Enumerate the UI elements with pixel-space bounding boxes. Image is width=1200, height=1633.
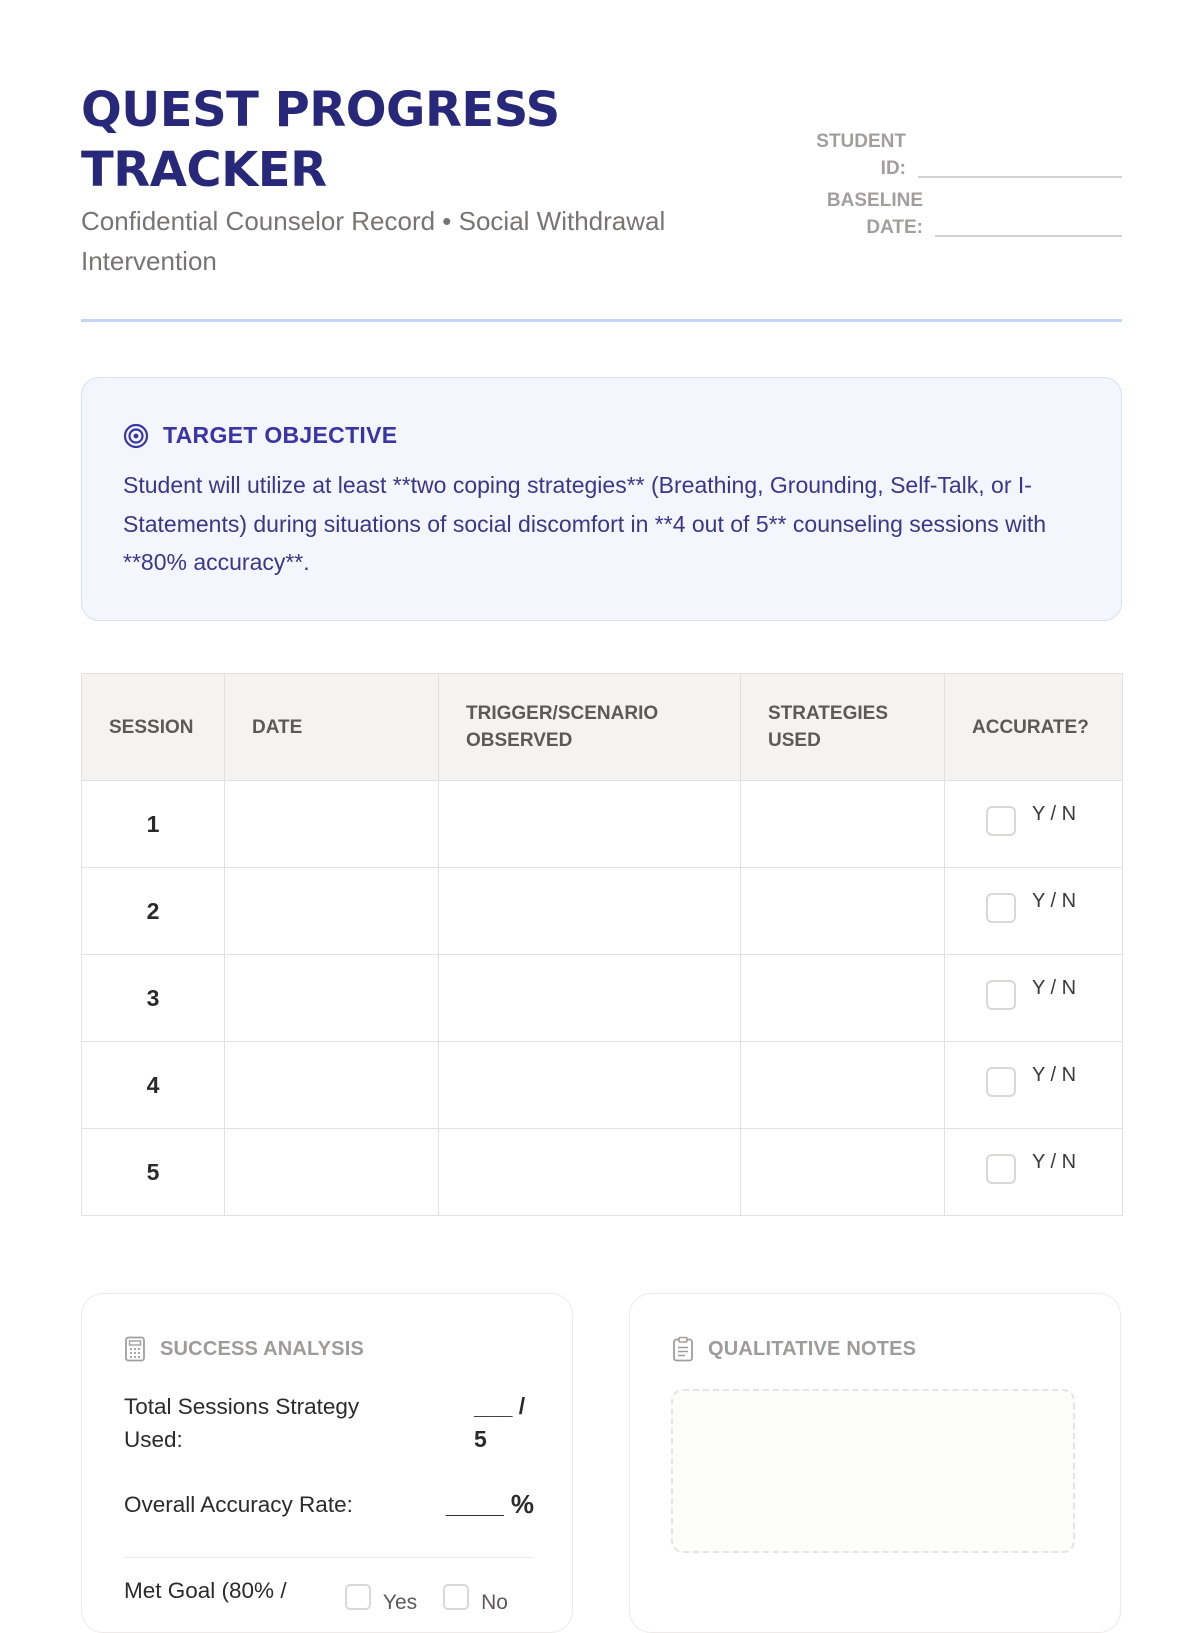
trigger-cell[interactable] xyxy=(439,1129,741,1216)
qualitative-notes-title: QUALITATIVE NOTES xyxy=(708,1337,917,1360)
header-divider xyxy=(81,319,1122,322)
strategies-cell[interactable] xyxy=(741,1042,945,1129)
trigger-cell[interactable] xyxy=(439,868,741,955)
accuracy-rate-stat xyxy=(124,1488,534,1521)
session-number: 3 xyxy=(82,955,225,1042)
page-subtitle: Confidential Counselor Record • Social Withdrawal Intervention xyxy=(81,206,666,276)
no-checkbox[interactable] xyxy=(443,1584,469,1610)
session-number: 5 xyxy=(82,1129,225,1216)
table-row xyxy=(82,1042,1123,1129)
objective-title: TARGET OBJECTIVE xyxy=(163,422,398,448)
calculator-icon xyxy=(124,1336,146,1362)
success-analysis-card xyxy=(81,1293,573,1633)
col-accurate: ACCURATE? xyxy=(945,674,1123,781)
met-goal-no[interactable] xyxy=(443,1574,508,1619)
objective-header xyxy=(123,422,397,449)
strategies-cell[interactable] xyxy=(741,781,945,868)
table-row xyxy=(82,868,1123,955)
date-cell[interactable] xyxy=(225,868,439,955)
qualitative-notes-header xyxy=(672,1336,916,1362)
strategies-cell[interactable] xyxy=(741,955,945,1042)
strategies-cell[interactable] xyxy=(741,868,945,955)
accurate-checkbox[interactable] xyxy=(986,1067,1016,1097)
clipboard-icon xyxy=(672,1336,694,1362)
yn-label: Y / N xyxy=(1032,889,1077,912)
table-row xyxy=(82,955,1123,1042)
baseline-date-row xyxy=(792,181,1122,241)
date-cell[interactable] xyxy=(225,781,439,868)
met-goal-label: Met Goal (80% / xyxy=(124,1578,287,1603)
accurate-checkbox[interactable] xyxy=(986,1154,1016,1184)
qualitative-notes-card xyxy=(629,1293,1121,1633)
accurate-cell xyxy=(945,955,1123,1042)
total-sessions-value[interactable]: ___ / 5 xyxy=(474,1393,526,1452)
accurate-cell xyxy=(945,868,1123,955)
yn-label: Y / N xyxy=(1032,802,1077,825)
yes-checkbox[interactable] xyxy=(345,1584,371,1610)
accurate-checkbox[interactable] xyxy=(986,980,1016,1010)
trigger-cell[interactable] xyxy=(439,955,741,1042)
student-id-row xyxy=(792,122,1122,182)
accurate-checkbox[interactable] xyxy=(986,806,1016,836)
col-session: SESSION xyxy=(82,674,225,781)
record-meta xyxy=(792,122,1122,241)
accuracy-rate-value[interactable]: ____ % xyxy=(445,1489,534,1519)
accurate-cell xyxy=(945,781,1123,868)
col-trigger: TRIGGER/SCENARIO OBSERVED xyxy=(439,674,741,781)
met-goal-stat xyxy=(124,1574,534,1619)
session-number: 4 xyxy=(82,1042,225,1129)
col-date: DATE xyxy=(225,674,439,781)
analysis-divider xyxy=(124,1557,534,1558)
no-label: No xyxy=(481,1591,508,1614)
table-row xyxy=(82,1129,1123,1216)
yn-label: Y / N xyxy=(1032,1150,1077,1173)
trigger-cell[interactable] xyxy=(439,1042,741,1129)
table-header-row xyxy=(82,674,1123,781)
date-cell[interactable] xyxy=(225,1042,439,1129)
accurate-cell xyxy=(945,1042,1123,1129)
accurate-cell xyxy=(945,1129,1123,1216)
accuracy-rate-label: Overall Accuracy Rate: xyxy=(124,1492,353,1517)
date-cell[interactable] xyxy=(225,1129,439,1216)
met-goal-yes[interactable] xyxy=(345,1574,417,1619)
yn-label: Y / N xyxy=(1032,976,1077,999)
objective-text: Student will utilize at least **two coping strategies** (Breathing, Grounding, Self-Talk, or I-Statements) during situations of social discomfort in **4 out of 5** counseling sessions with **80% accuracy**. xyxy=(123,472,1047,575)
date-cell[interactable] xyxy=(225,955,439,1042)
student-id-label: STUDENT ID: xyxy=(816,131,906,179)
accurate-checkbox[interactable] xyxy=(986,893,1016,923)
baseline-date-label: BASELINE DATE: xyxy=(826,190,923,238)
page-title: QUEST PROGRESS TRACKER xyxy=(81,82,560,198)
success-analysis-header xyxy=(124,1336,364,1362)
yn-label: Y / N xyxy=(1032,1063,1077,1086)
notes-textarea[interactable] xyxy=(671,1389,1075,1553)
session-number: 2 xyxy=(82,868,225,955)
tracker-page xyxy=(81,0,1122,1614)
trigger-cell[interactable] xyxy=(439,781,741,868)
table-row xyxy=(82,781,1123,868)
session-number: 1 xyxy=(82,781,225,868)
target-icon xyxy=(123,423,149,449)
total-sessions-stat xyxy=(124,1390,534,1456)
total-sessions-label: Total Sessions Strategy Used: xyxy=(124,1394,360,1452)
target-objective-box xyxy=(81,377,1122,621)
baseline-date-field[interactable] xyxy=(935,235,1122,237)
yes-label: Yes xyxy=(382,1591,418,1614)
strategies-cell[interactable] xyxy=(741,1129,945,1216)
student-id-field[interactable] xyxy=(918,176,1122,178)
success-analysis-title: SUCCESS ANALYSIS xyxy=(160,1337,364,1360)
session-log-table xyxy=(81,673,1123,1216)
col-strategies: STRATEGIES USED xyxy=(741,674,945,781)
